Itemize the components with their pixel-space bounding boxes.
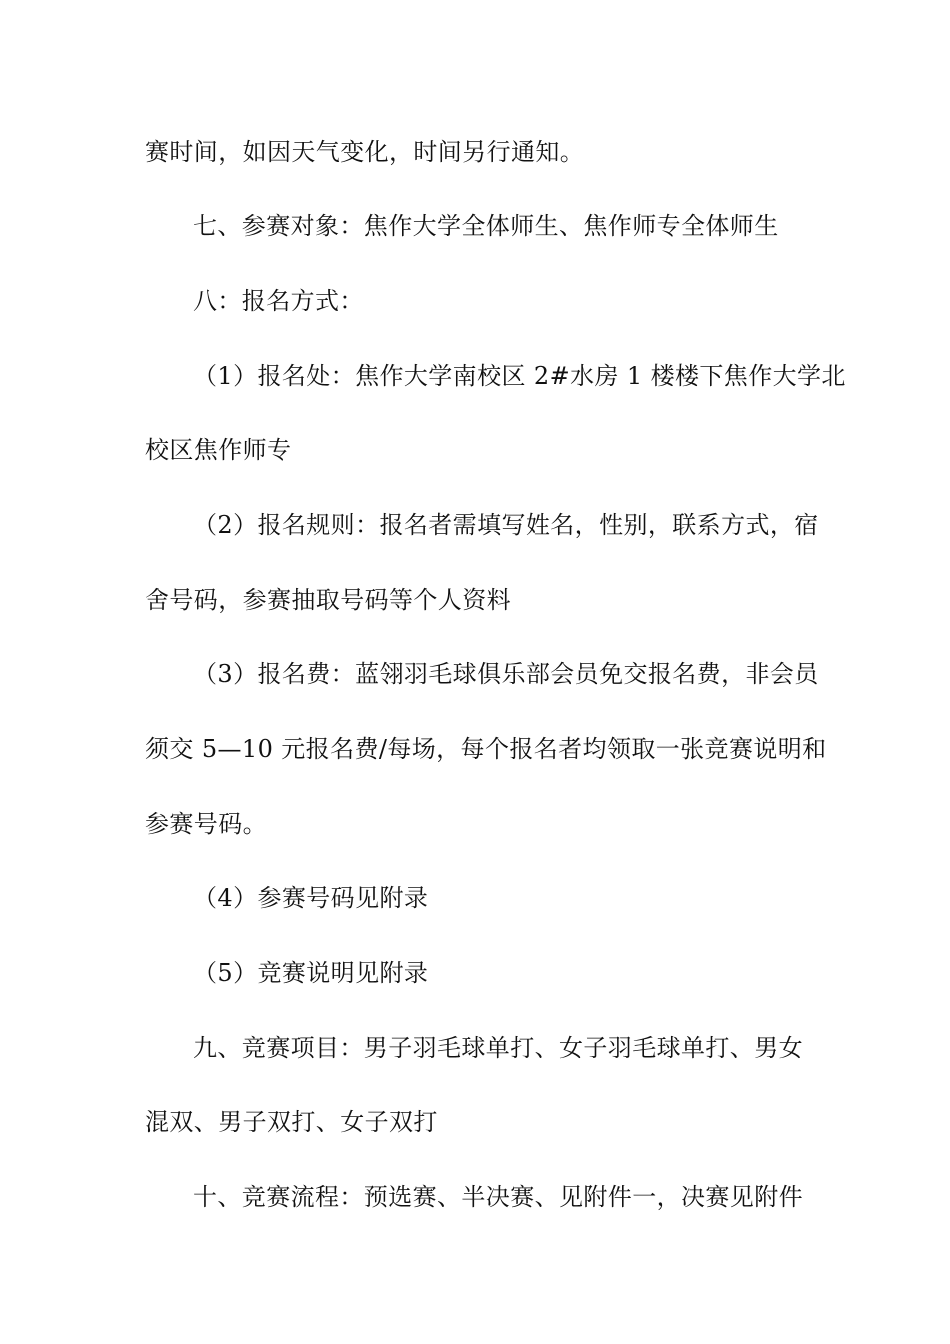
text-line-10: 参赛号码。 [145, 810, 267, 838]
text-line-8: （3）报名费：蓝翎羽毛球俱乐部会员免交报名费，非会员 [193, 660, 819, 688]
text-line-3: 八：报名方式： [193, 287, 364, 315]
text-line-4: （1）报名处：焦作大学南校区 2#水房 1 楼楼下焦作大学北 [193, 362, 846, 390]
text-line-2: 七、参赛对象：焦作大学全体师生、焦作师专全体师生 [193, 212, 779, 240]
text-line-14: 混双、男子双打、女子双打 [145, 1108, 438, 1136]
text-line-15: 十、竞赛流程：预选赛、半决赛、见附件一，决赛见附件 [193, 1183, 803, 1211]
text-line-1: 赛时间，如因天气变化，时间另行通知。 [145, 138, 585, 166]
text-line-11: （4）参赛号码见附录 [193, 884, 429, 912]
text-line-6: （2）报名规则：报名者需填写姓名，性别，联系方式，宿 [193, 511, 819, 539]
text-line-7: 舍号码，参赛抽取号码等个人资料 [145, 586, 511, 614]
text-line-13: 九、竞赛项目：男子羽毛球单打、女子羽毛球单打、男女 [193, 1034, 803, 1062]
text-line-5: 校区焦作师专 [145, 436, 292, 464]
text-line-12: （5）竞赛说明见附录 [193, 959, 429, 987]
text-line-9: 须交 5—10 元报名费/每场，每个报名者均领取一张竞赛说明和 [145, 735, 827, 763]
